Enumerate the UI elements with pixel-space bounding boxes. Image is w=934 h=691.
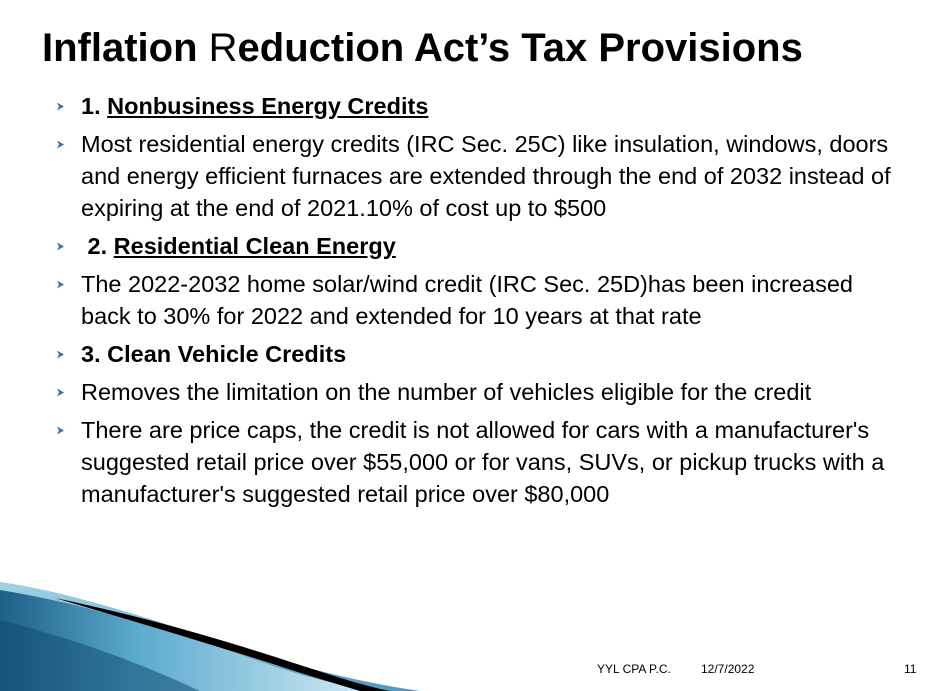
arrow-bullet-icon bbox=[56, 230, 70, 262]
arrow-bullet-icon bbox=[56, 414, 70, 446]
arrow-bullet-icon bbox=[56, 128, 70, 160]
heading-text: 3. Clean Vehicle Credits bbox=[81, 341, 347, 367]
heading-text: Residential Clean Energy bbox=[113, 233, 396, 259]
arrow-bullet-icon bbox=[56, 338, 70, 370]
title-text-part1: Inflation bbox=[42, 26, 209, 70]
bullet-text: Removes the limitation on the number of vehicles eligible for the credit bbox=[81, 379, 812, 405]
footer-company: YYL CPA P.C. bbox=[597, 662, 671, 676]
bullet-text-price-caps bbox=[50, 414, 900, 510]
slide-title bbox=[42, 22, 803, 74]
bullet-text: Most residential energy credits (IRC Sec. 25C) like insulation, windows, doors and energy efficient furnaces are extended through the end of 2032 instead of expiring at the end of 2021.10% of cost up to $500 bbox=[81, 131, 891, 221]
bullet-list bbox=[50, 90, 900, 516]
heading-text: Nonbusiness Energy Credits bbox=[107, 93, 429, 119]
bullet-heading-nonbusiness bbox=[50, 90, 900, 122]
arrow-bullet-icon bbox=[56, 268, 70, 300]
title-text-part2: eduction Act’s Tax Provisions bbox=[237, 26, 803, 70]
heading-number: 2. bbox=[81, 233, 114, 259]
arrow-bullet-icon bbox=[56, 90, 70, 122]
bullet-text-25c bbox=[50, 128, 900, 224]
bullet-heading-vehicle bbox=[50, 338, 900, 370]
bullet-text: There are price caps, the credit is not allowed for cars with a manufacturer's suggested retail price over $55,000 or for vans, SUVs, or pickup trucks with a manufacturer's suggested retail price over $80,000 bbox=[81, 417, 885, 507]
title-letter-r: R bbox=[208, 26, 238, 70]
footer-date: 12/7/2022 bbox=[701, 662, 755, 676]
arrow-bullet-icon bbox=[56, 376, 70, 408]
bullet-text-limitation bbox=[50, 376, 900, 408]
heading-number: 1. bbox=[81, 93, 108, 119]
footer-page-number: 11 bbox=[904, 662, 917, 676]
corner-wave-decoration bbox=[0, 560, 500, 691]
bullet-heading-residential bbox=[50, 230, 900, 262]
bullet-text-25d bbox=[50, 268, 900, 332]
bullet-text: The 2022-2032 home solar/wind credit (IRC Sec. 25D)has been increased back to 30% for 2022 and extended for 10 years at that rate bbox=[81, 271, 854, 329]
